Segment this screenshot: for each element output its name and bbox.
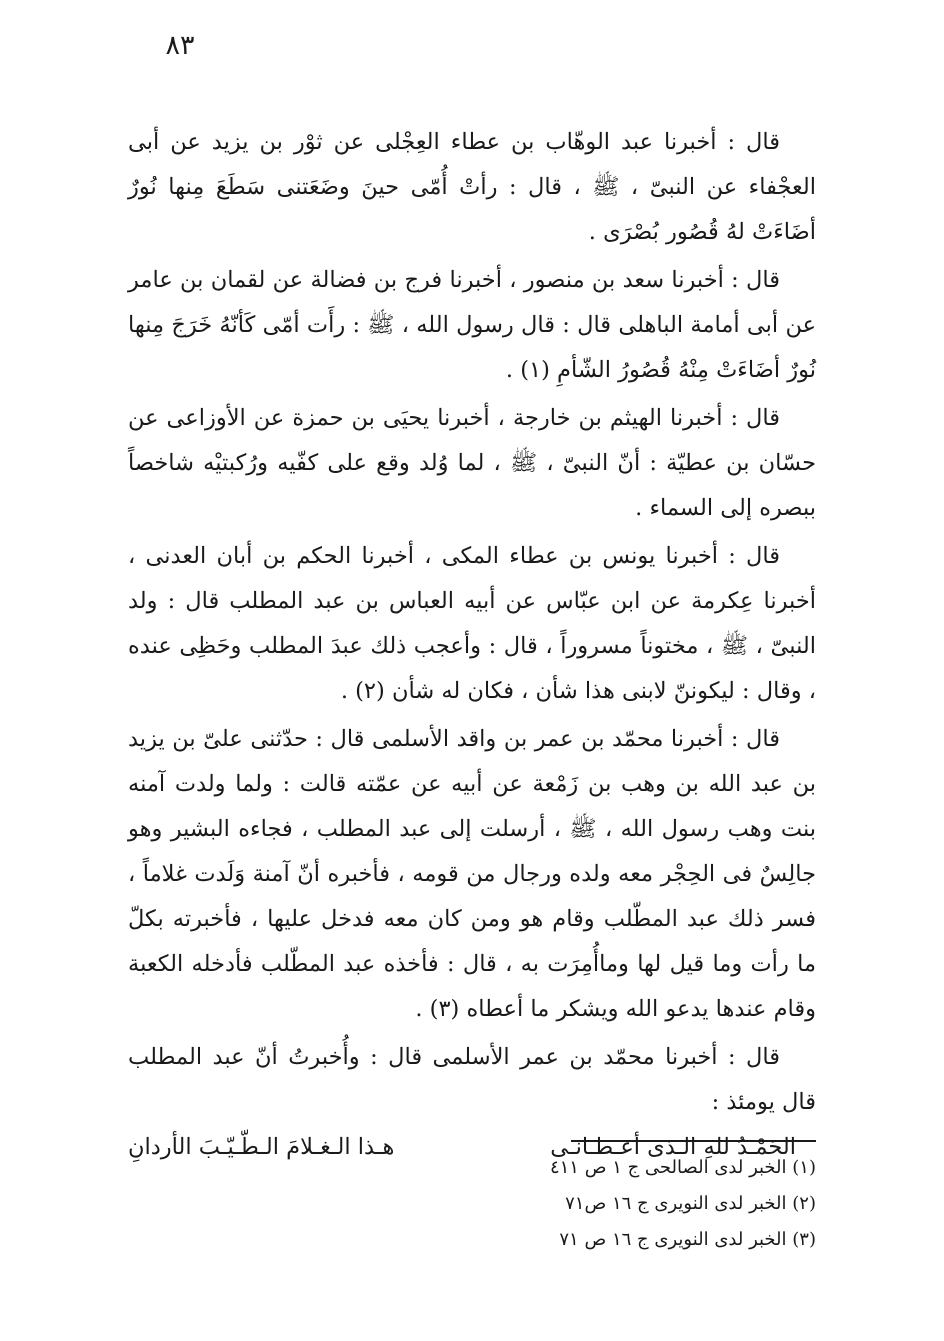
footnote-1: (١) الخبر لدى الصالحى ج ١ ص ٤١١ [549, 1157, 816, 1178]
footnote-divider [571, 1140, 816, 1142]
paragraph-5: قال : أخبرنا محمّد بن عمر بن واقد الأسلمى قال : حدّثنى علىّ بن يزيد بن عبد الله بن وهب بن زَمْعة عن أبيه عن عمّته قالت : ولما ولدت آمنه بنت وهب رسول الله ، ﷺ ، أرسلت إلى عبد المطلب ، فجاءه البشير وهو جالِسٌ فى الحِجْر معه ولده ورجال من قومه ، فأخبره أنّ آمنة وَلَدت غلاماً ، فسر ذلك عبد المطّلب وقام هو ومن كان معه فدخل عليها ، فأخبرته بكلّ ما رأت وما قيل لها وماأُمِرَت به ، قال : فأخذه عبد المطّلب فأدخله الكعبة وقام عندها يدعو الله ويشكر ما أعطاه (٣) . [128, 726, 816, 1022]
paragraph-1: قال : أخبرنا عبد الوهّاب بن عطاء العِجْلى عن ثوْر بن يزيد عن أبى العجْفاء عن النبىّ ، ﷺ ، قال : رأتْ أُمّى حينَ وضَعَتنى سَطَعَ مِنها نُورٌ أضَاءَتْ لهُ قُصُور بُصْرَى . [128, 129, 816, 245]
paragraph-2: قال : أخبرنا سعد بن منصور ، أخبرنا فرج بن فضالة عن لقمان بن عامر عن أبى أمامة الباهلى قال : قال رسول الله ، ﷺ : رأَت أمّى كَأنّهُ خَرَجَ مِنها نُورٌ أضَاءَتْ مِنْهُ قُصُورُ الشّأمِ (١) . [128, 267, 816, 383]
paragraph-4: قال : أخبرنا يونس بن عطاء المكى ، أخبرنا الحكم بن أبان العدنى ، أخبرنا عِكرمة عن ابن عبّاس عن أبيه العباس بن عبد المطلب قال : ولد النبىّ ، ﷺ ، مختوناً مسروراً ، قال : وأعجب ذلك عبدَ المطلب وحَظِى عنده ، وقال : ليكوننّ لابنى هذا شأن ، فكان له شأن (٢) . [128, 543, 816, 704]
footnote-3: (٣) الخبر لدى النويرى ج ١٦ ص ٧١ [559, 1229, 816, 1250]
verse-first-hemistich: الحَمْـدُ للهِ الـذى أعـطـانـى [550, 1134, 796, 1160]
footnote-2: (٢) الخبر لدى النويرى ج ١٦ ص٧١ [565, 1193, 816, 1214]
footnotes [440, 1150, 816, 1258]
main-text [128, 120, 816, 1167]
page-number: ٨٣ [165, 30, 195, 61]
paragraph-6: قال : أخبرنا محمّد بن عمر الأسلمى قال : وأُخبرتُ أنّ عبد المطلب قال يومئذ : [128, 1044, 816, 1115]
verse-second-hemistich: هـذا الـغـلامَ الـطّـيّـبَ الأردانِ [128, 1134, 395, 1160]
paragraph-3: قال : أخبرنا الهيثم بن خارجة ، أخبرنا يحيَى بن حمزة عن الأوزاعى عن حسّان بن عطيّة : أنّ النبىّ ، ﷺ ، لما وُلد وقع على كفّيه ورُكبتيْه شاخصاً ببصره إلى السماء . [128, 405, 816, 521]
